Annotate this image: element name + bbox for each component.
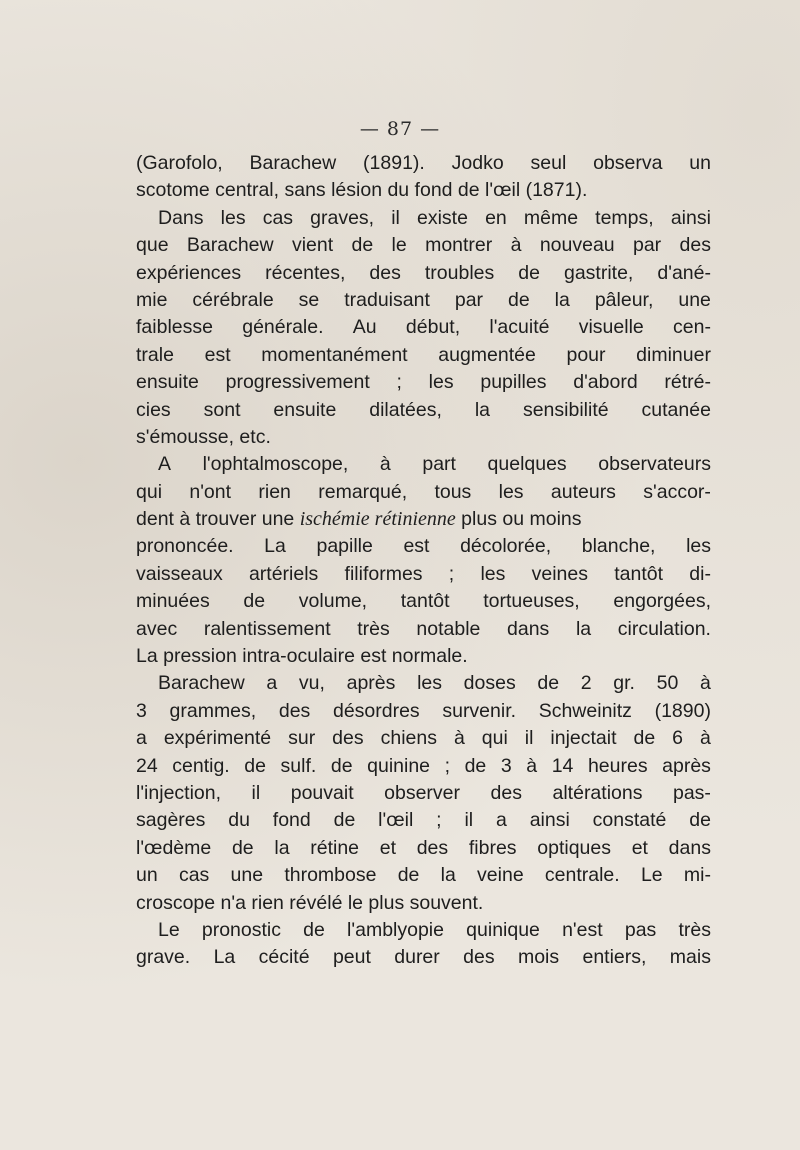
text-line: prononcée. La papille est décolorée, blanche, les — [136, 535, 711, 558]
text-line: mie cérébrale se traduisant par de la pâleur, une — [136, 288, 711, 311]
text-line: l'œdème de la rétine et des fibres optiques et dans — [136, 836, 711, 859]
text-line: 3 grammes, des désordres survenir. Schweinitz (1890) — [136, 699, 711, 722]
text-line: La pression intra-oculaire est normale. — [136, 645, 468, 668]
page-number: — 87 — — [359, 118, 441, 140]
text-line: que Barachew vient de le montrer à nouveau par des — [136, 234, 711, 257]
text-line: expériences récentes, des troubles de gastrite, d'ané- — [136, 261, 711, 284]
text-line: a expérimenté sur des chiens à qui il injectait de 6 à — [136, 727, 711, 750]
text-line: avec ralentissement très notable dans la circulation. — [136, 617, 711, 640]
text-line: 24 centig. de sulf. de quinine ; de 3 à 14 heures après — [136, 754, 711, 777]
text-line: Barachew a vu, après les doses de 2 gr. 50 à — [158, 672, 711, 695]
text-line: vaisseaux artériels filiformes ; les veines tantôt di- — [136, 562, 711, 585]
text-line: ensuite progressivement ; les pupilles d'abord rétré- — [136, 371, 711, 394]
text-line: qui n'ont rien remarqué, tous les auteurs s'accor- — [136, 480, 711, 503]
text-line: (Garofolo, Barachew (1891). Jodko seul observa un — [136, 152, 711, 174]
text-line: s'émousse, etc. — [136, 425, 271, 448]
text-line: faiblesse générale. Au début, l'acuité visuelle cen- — [136, 316, 711, 339]
text-line — [136, 506, 711, 533]
text-line: croscope n'a rien révélé le plus souvent. — [136, 891, 484, 914]
text-segment: plus ou moins — [455, 508, 582, 531]
text-line: grave. La cécité peut durer des mois entiers, mais — [136, 946, 711, 969]
text-line: trale est momentanément augmentée pour diminuer — [136, 343, 711, 366]
text-line: Le pronostic de l'amblyopie quinique n'est pas très — [158, 918, 711, 941]
text-line: A l'ophtalmoscope, à part quelques observateurs — [158, 453, 711, 476]
text-segment: dent à trouver une — [136, 508, 300, 531]
text-line: scotome central, sans lésion du fond de l'œil (1871). — [136, 179, 588, 202]
text-line: cies sont ensuite dilatées, la sensibilité cutanée — [136, 398, 711, 421]
text-line: l'injection, il pouvait observer des altérations pas- — [136, 781, 711, 804]
text-line: Dans les cas graves, il existe en même temps, ainsi — [158, 206, 711, 229]
text-line: sagères du fond de l'œil ; il a ainsi constaté de — [136, 809, 711, 832]
text-line: minuées de volume, tantôt tortueuses, engorgées, — [136, 590, 711, 613]
body-text — [136, 150, 711, 972]
text-line: un cas une thrombose de la veine centrale. Le mi- — [136, 864, 711, 887]
italic-term: ischémie rétinienne — [299, 508, 456, 531]
